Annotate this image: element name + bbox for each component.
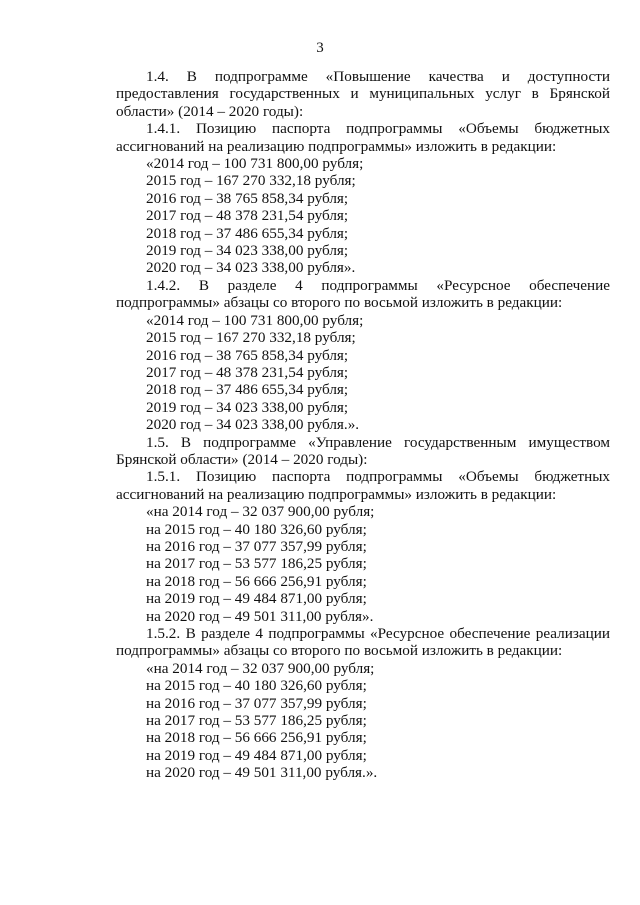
section-paragraph: 1.4.1. Позицию паспорта подпрограммы «Объемы бюджетных ассигнований на реализацию подпрограммы» изложить в редакции: (116, 120, 610, 155)
amount-line: на 2015 год – 40 180 326,60 рубля; (146, 520, 367, 538)
amount-line: 2018 год – 37 486 655,34 рубля; (146, 224, 349, 242)
amount-list (116, 503, 610, 625)
amount-line: на 2020 год – 49 501 311,00 рубля». (146, 607, 374, 625)
amount-line: 2020 год – 34 023 338,00 рубля.». (146, 416, 360, 434)
amount-list (116, 660, 610, 782)
section-paragraph: 1.5.2. В разделе 4 подпрограммы «Ресурсное обеспечение реализации подпрограммы» абзацы со второго по восьмой изложить в редакции: (116, 625, 610, 660)
amount-line: 2015 год – 167 270 332,18 рубля; (146, 172, 356, 190)
section-paragraph: 1.4. В подпрограмме «Повышение качества и доступности предоставления государственных и муниципальных услуг в Брянской области» (2014 – 2020 годы): (116, 68, 610, 120)
section-paragraph: 1.4.2. В разделе 4 подпрограммы «Ресурсное обеспечение подпрограммы» абзацы со второго по восьмой изложить в редакции: (116, 276, 610, 312)
amount-list (116, 312, 610, 434)
amount-line: на 2017 год – 53 577 186,25 рубля; (146, 712, 367, 730)
amount-line: на 2020 год – 49 501 311,00 рубля.». (146, 764, 378, 782)
amount-line: на 2016 год – 37 077 357,99 рубля; (146, 537, 367, 555)
amount-line: 2019 год – 34 023 338,00 рубля; (146, 398, 349, 416)
amount-line: на 2018 год – 56 666 256,91 рубля; (146, 729, 367, 747)
amount-line: 2017 год – 48 378 231,54 рубля; (146, 363, 349, 381)
amount-line: 2016 год – 38 765 858,34 рубля; (146, 346, 349, 364)
amount-line: на 2019 год – 49 484 871,00 рубля; (146, 746, 367, 764)
amount-line: на 2016 год – 37 077 357,99 рубля; (146, 694, 367, 712)
document-body (116, 68, 610, 782)
amount-line: 2016 год – 38 765 858,34 рубля; (146, 189, 349, 207)
amount-line: «2014 год – 100 731 800,00 рубля; (146, 311, 364, 329)
amount-line: «на 2014 год – 32 037 900,00 рубля; (146, 503, 375, 521)
amount-line: на 2018 год – 56 666 256,91 рубля; (146, 572, 367, 590)
amount-line: 2017 год – 48 378 231,54 рубля; (146, 207, 349, 225)
amount-line: «2014 год – 100 731 800,00 рубля; (146, 155, 364, 173)
amount-list (116, 155, 610, 277)
amount-line: 2019 год – 34 023 338,00 рубля; (146, 242, 349, 260)
amount-line: 2018 год – 37 486 655,34 рубля; (146, 381, 349, 399)
amount-line: на 2015 год – 40 180 326,60 рубля; (146, 677, 367, 695)
section-paragraph: 1.5. В подпрограмме «Управление государственным имуществом Брянской области» (2014 – 2020 годы): (116, 433, 610, 468)
amount-line: на 2019 год – 49 484 871,00 рубля; (146, 590, 367, 608)
section-paragraph: 1.5.1. Позицию паспорта подпрограммы «Объемы бюджетных ассигнований на реализацию подпрограммы» изложить в редакции: (116, 468, 610, 503)
amount-line: «на 2014 год – 32 037 900,00 рубля; (146, 659, 375, 677)
amount-line: 2020 год – 34 023 338,00 рубля». (146, 259, 356, 277)
amount-line: на 2017 год – 53 577 186,25 рубля; (146, 555, 367, 573)
amount-line: 2015 год – 167 270 332,18 рубля; (146, 329, 356, 347)
page-number: 3 (316, 40, 324, 56)
